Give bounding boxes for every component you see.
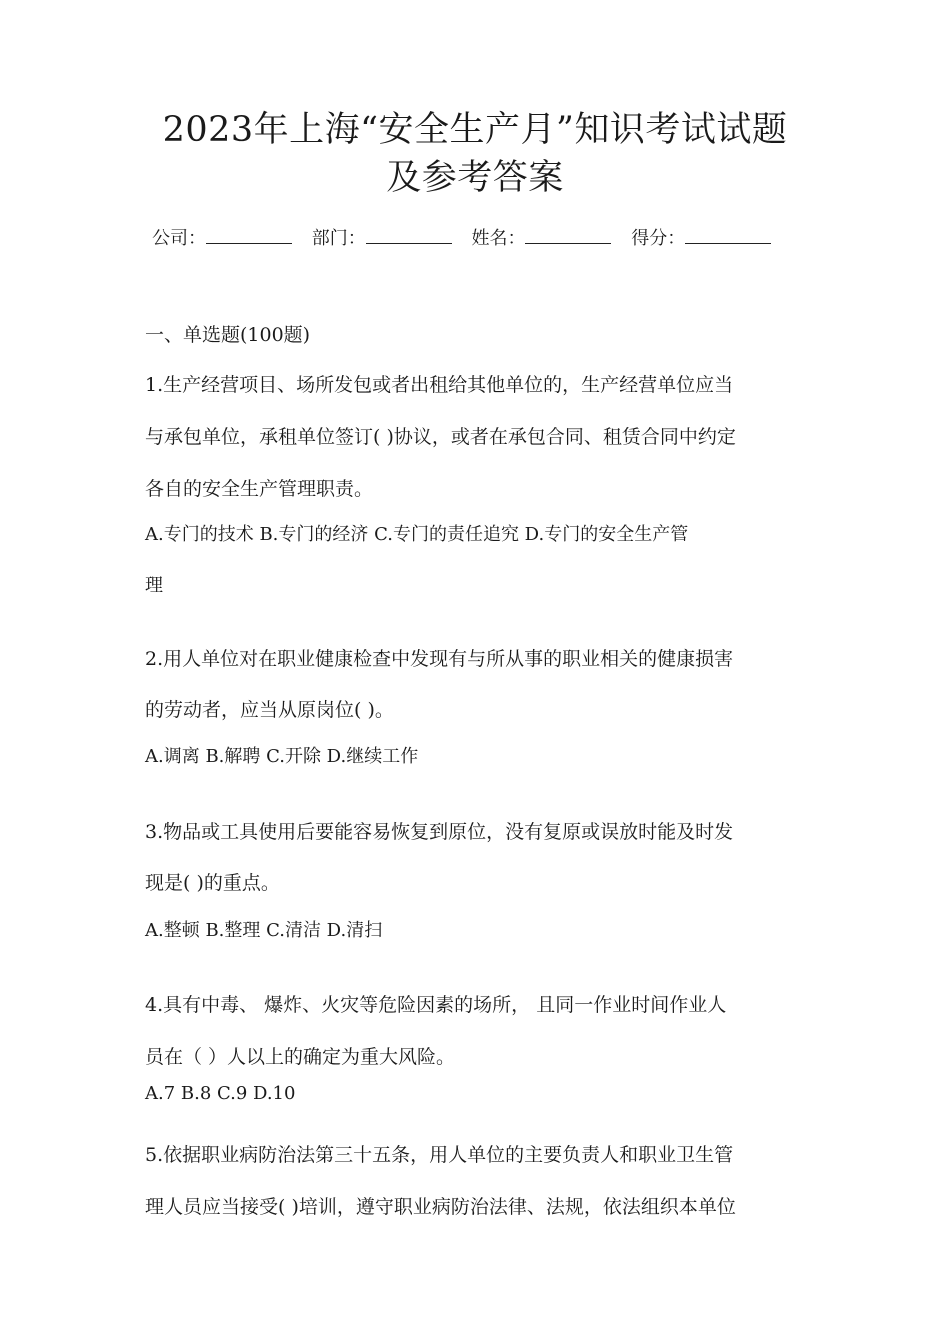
company-field [152, 224, 292, 254]
question-1-line-1: 1.生产经营项目、场所发包或者出租给其他单位的，生产经营单位应当 [145, 374, 734, 396]
name-label: 姓名： [471, 228, 526, 249]
question-4-line-1: 4.具有中毒、 爆炸、火灾等危险因素的场所， 且同一作业时间作业人 [145, 994, 727, 1016]
info-row [152, 224, 852, 254]
question-4-line-2: 员在（ ）人以上的确定为重大风险。 [145, 1046, 456, 1068]
question-3-options: A.整顿 B.整理 C.清洁 D.清扫 [145, 920, 383, 941]
question-1-line-3: 各自的安全生产管理职责。 [145, 478, 374, 500]
question-5-line-2: 理人员应当接受( )培训，遵守职业病防治法律、法规，依法组织本单位 [145, 1196, 736, 1218]
score-field [631, 224, 771, 254]
question-2-options: A.调离 B.解聘 C.开除 D.继续工作 [145, 746, 419, 767]
company-blank [206, 225, 292, 244]
question-3-line-2: 现是( )的重点。 [145, 872, 280, 894]
question-2-line-1: 2.用人单位对在职业健康检查中发现有与所从事的职业相关的健康损害 [145, 648, 734, 670]
question-1-line-2: 与承包单位，承租单位签订( )协议，或者在承包合同、租赁合同中约定 [145, 426, 736, 448]
question-4-options: A.7 B.8 C.9 D.10 [145, 1083, 296, 1104]
question-1-options-line-2: 理 [145, 575, 163, 596]
question-2-line-2: 的劳动者，应当从原岗位( )。 [145, 699, 394, 721]
question-3-line-1: 3.物品或工具使用后要能容易恢复到原位，没有复原或误放时能及时发 [145, 821, 734, 843]
score-label: 得分： [631, 228, 686, 249]
department-field [312, 224, 452, 254]
score-blank [685, 225, 771, 244]
department-blank [366, 225, 452, 244]
document-title-line-2: 及参考答案 [386, 158, 564, 198]
section-heading: 一、单选题(100题) [145, 324, 311, 346]
question-1-options-line-1: A.专门的技术 B.专门的经济 C.专门的责任追究 D.专门的安全生产管 [145, 524, 689, 545]
document-title-line-1: 2023年上海“安全生产月”知识考试试题 [162, 110, 788, 150]
question-5-line-1: 5.依据职业病防治法第三十五条，用人单位的主要负责人和职业卫生管 [145, 1144, 734, 1166]
department-label: 部门： [311, 228, 366, 249]
name-field [471, 224, 611, 254]
company-label: 公司： [152, 228, 206, 249]
name-blank [525, 225, 611, 244]
